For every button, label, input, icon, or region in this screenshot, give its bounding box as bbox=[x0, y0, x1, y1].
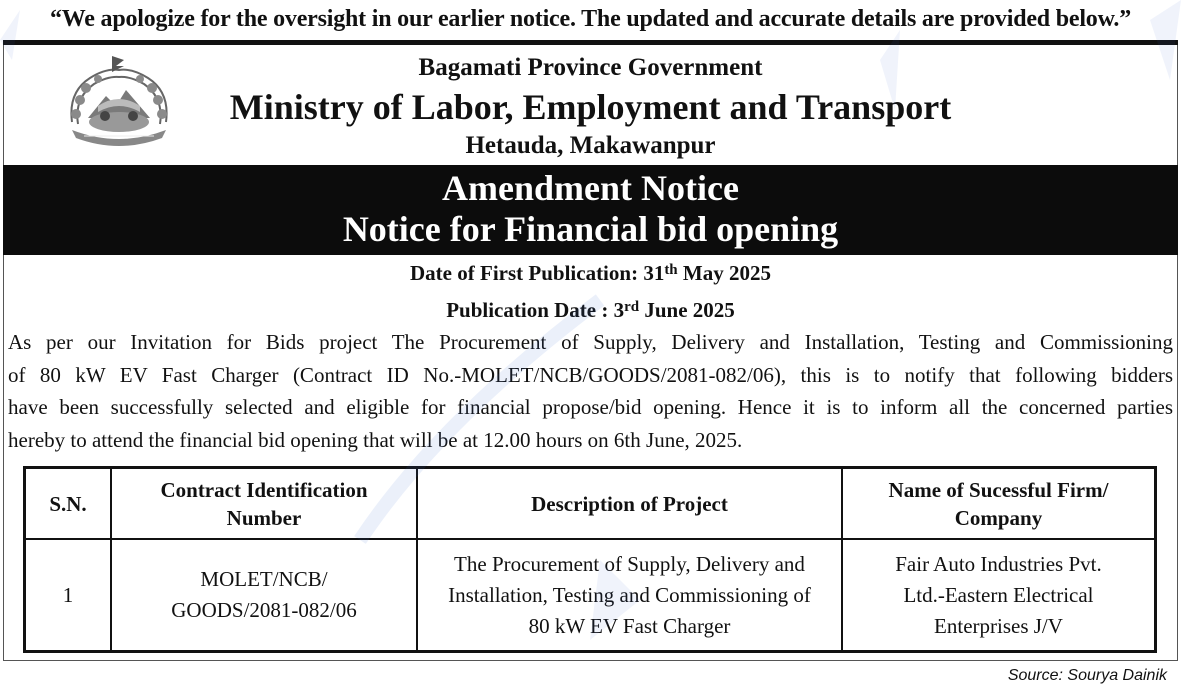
government-name: Bagamati Province Government bbox=[418, 54, 763, 81]
firm-line: Fair Auto Industries Pvt. bbox=[895, 551, 1102, 576]
body-line: have been successfully selected and eligible for financial propose/bid opening. Hence it is to inform all the concerned parties bbox=[8, 395, 1173, 419]
publication-date-month: June 2025 bbox=[639, 298, 735, 322]
header-firm-line: Company bbox=[954, 505, 1043, 530]
header-contract-id bbox=[112, 469, 416, 538]
first-publication-label: Date of First Publication: 31 bbox=[410, 261, 665, 285]
row-contract-id bbox=[112, 540, 416, 650]
contract-id-line: GOODS/2081-082/06 bbox=[171, 598, 357, 622]
firm-line: Ltd.-Eastern Electrical bbox=[903, 582, 1094, 607]
bidders-table bbox=[23, 466, 1157, 653]
row-firm bbox=[843, 540, 1154, 650]
header-contract-line: Number bbox=[226, 505, 302, 530]
firm-line: Enterprises J/V bbox=[934, 613, 1063, 638]
notice-banner bbox=[3, 165, 1178, 255]
row-sn: 1 bbox=[62, 582, 74, 607]
header-description: Description of Project bbox=[531, 491, 728, 516]
body-line: As per our Invitation for Bids project The Procurement of Supply, Delivery and Installation, Testing and Commissioning bbox=[8, 330, 1173, 354]
banner-title: Amendment Notice bbox=[442, 168, 739, 208]
row-description bbox=[418, 540, 841, 650]
first-publication-date bbox=[0, 261, 1181, 286]
office-location: Hetauda, Makawanpur bbox=[465, 132, 716, 159]
description-line: 80 kW EV Fast Charger bbox=[528, 613, 731, 638]
first-publication-suffix: th bbox=[664, 262, 678, 278]
header-firm-line: Name of Sucessful Firm/ bbox=[888, 477, 1109, 502]
description-line: The Procurement of Supply, Delivery and bbox=[454, 551, 805, 576]
first-publication-month: May 2025 bbox=[677, 261, 771, 285]
source-credit: Source: Sourya Dainik bbox=[1007, 667, 1167, 684]
publication-date bbox=[0, 298, 1181, 323]
description-line: Installation, Testing and Commissioning of bbox=[448, 582, 811, 607]
body-line: hereby to attend the financial bid opening that will be at 12.00 hours on 6th June, 2025. bbox=[8, 428, 743, 452]
banner-subtitle: Notice for Financial bid opening bbox=[342, 209, 839, 249]
frame-bottom-border bbox=[3, 660, 1178, 661]
header-firm bbox=[843, 469, 1154, 538]
publication-date-label: Publication Date : 3 bbox=[446, 298, 625, 322]
contract-id-line: MOLET/NCB/ bbox=[200, 567, 328, 591]
publication-date-suffix: rd bbox=[624, 299, 640, 315]
ministry-name: Ministry of Labor, Employment and Transport bbox=[229, 87, 952, 127]
header-contract-line: Contract Identification bbox=[160, 477, 368, 502]
apology-statement: “We apologize for the oversight in our earlier notice. The updated and accurate details are provided below.” bbox=[49, 6, 1132, 32]
body-line: of 80 kW EV Fast Charger (Contract ID No.-MOLET/NCB/GOODS/2081-082/06), this is to notify that following bidders bbox=[8, 363, 1173, 387]
top-rule bbox=[3, 40, 1178, 45]
header-sn: S.N. bbox=[49, 491, 87, 516]
